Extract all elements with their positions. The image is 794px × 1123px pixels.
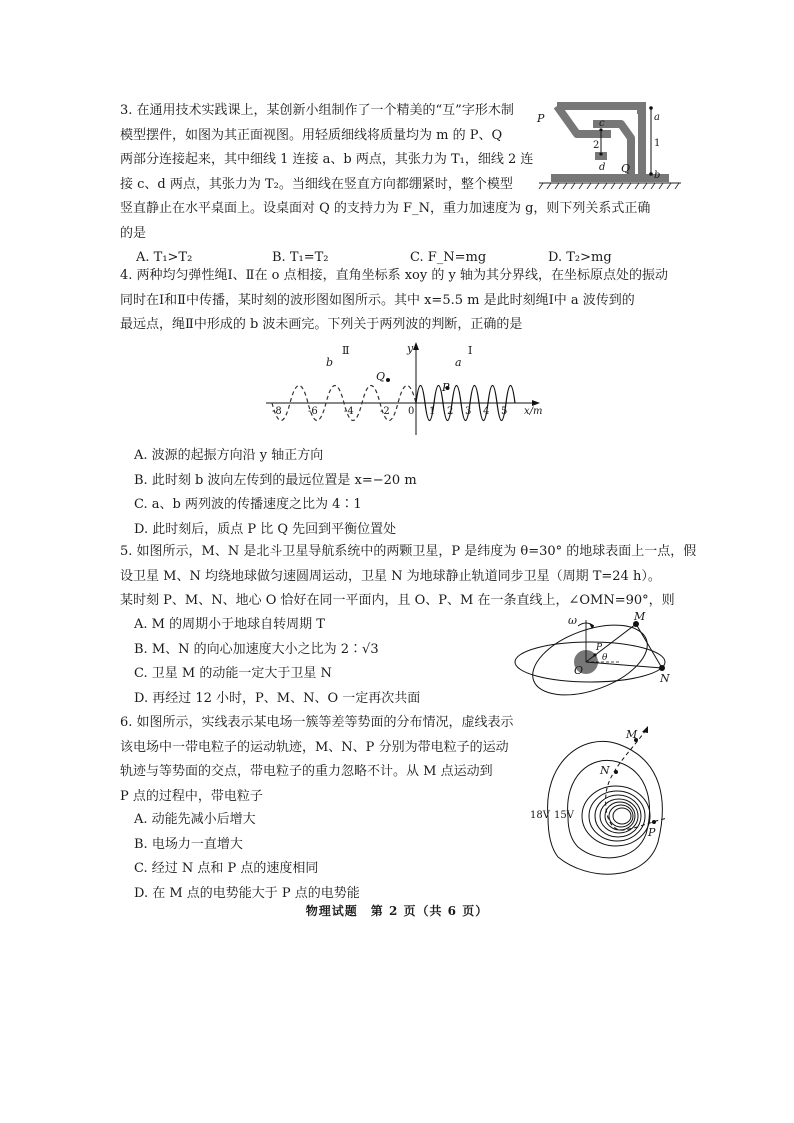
q4-label-b: b (326, 356, 334, 369)
q5-label-n: N (660, 672, 670, 685)
q6-line-3: 轨迹与等势面的交点，带电粒子的重力忽略不计。从 M 点运动到 (120, 764, 493, 779)
q3-label-1: 1 (654, 138, 661, 149)
q5-line-3: 某时刻 P、M、N、地心 O 恰好在同一平面内，且 O、P、M 在一条直线上，∠OMN=90°，则 (120, 593, 675, 608)
q4-tick-2: 2 (447, 406, 454, 417)
q4-xunit: x/m (524, 406, 543, 417)
q5-label-theta: θ (602, 653, 608, 663)
q3-option-d: D. T₂>mg (548, 250, 612, 265)
q4-tick-0: 0 (408, 406, 415, 417)
q4-label-y: y (407, 342, 414, 355)
q3-label-b: b (654, 170, 661, 181)
q4-label-q: Q (376, 370, 386, 383)
q6-option-d: D. 在 M 点的电势能大于 P 点的电势能 (134, 885, 360, 901)
q4-label-rope-i: Ⅰ (468, 344, 473, 357)
q4-tick-4: 4 (483, 406, 490, 417)
q4-label-a: a (455, 356, 462, 369)
q3-option-a: A. T₁>T₂ (136, 250, 193, 265)
q6-label-n: N (600, 764, 610, 777)
q3-option-c: C. F_N=mg (410, 250, 487, 265)
q5-satellite-figure (510, 610, 680, 705)
q4-line-1: 4. 两种均匀弹性绳Ⅰ、Ⅱ在 o 点相接，直角坐标系 xoy 的 y 轴为其分界线，在坐标原点处的振动 (120, 268, 668, 283)
question-5 (120, 540, 696, 614)
q6-line-1: 6. 如图所示，实线表示某电场一簇等差等势面的分布情况，虚线表示 (120, 715, 514, 730)
q6-label-m: M (626, 728, 638, 741)
q5-options (134, 613, 420, 711)
q4-options (134, 444, 417, 542)
q5-label-omega: ω (568, 614, 577, 627)
q5-label-p: P (596, 643, 603, 653)
q5-line-2: 设卫星 M、N 均绕地球做匀速圆周运动，卫星 N 为地球静止轨道同步卫星（周期 T=24 h）。 (120, 568, 661, 584)
q3-label-2: 2 (593, 140, 600, 151)
q4-option-b: B. 此时刻 b 波向左传到的最远位置是 x=−20 m (134, 472, 417, 488)
q6-line-4: P 点的过程中，带电粒子 (120, 788, 263, 804)
q4-tick-3: 3 (465, 406, 472, 417)
q5-option-b: B. M、N 的向心加速度大小之比为 2∶√3 (134, 641, 379, 657)
question-6 (120, 711, 514, 809)
q4-tick-m8: -8 (272, 406, 282, 417)
q6-option-c: C. 经过 N 点和 P 点的速度相同 (134, 861, 319, 876)
question-4 (120, 264, 668, 338)
q4-option-d: D. 此时刻后，质点 P 比 Q 先回到平衡位置处 (134, 521, 397, 537)
q4-line-2: 同时在Ⅰ和Ⅱ中传播，某时刻的波形图如图所示。其中 x=5.5 m 是此时刻绳Ⅰ中 a 波传到的 (120, 292, 635, 308)
q5-option-a: A. M 的周期小于地球自转周期 T (134, 617, 325, 632)
q3-label-d: d (599, 162, 606, 173)
q4-label-rope-ii: Ⅱ (342, 344, 350, 357)
q3-label-c: c (599, 118, 605, 129)
q3-option-b: B. T₁=T₂ (272, 250, 329, 265)
q3-line-2: 模型摆件，如图为其正面视图。用轻质细线将质量均为 m 的 P、Q (120, 127, 503, 143)
q4-option-c: C. a、b 两列波的传播速度之比为 4∶1 (134, 497, 362, 512)
q5-label-m: M (634, 610, 646, 623)
q4-option-a: A. 波源的起振方向沿 y 轴正方向 (134, 448, 324, 463)
q3-line-3: 两部分连接起来，其中细线 1 连接 a、b 两点，其张力为 T₁，细线 2 连 (120, 152, 534, 167)
q6-options (134, 808, 360, 906)
q3-line-1: 3. 在通用技术实践课上，某创新小组制作了一个精美的“互”字形木制 (120, 103, 514, 118)
q6-option-a: A. 动能先减小后增大 (134, 812, 256, 827)
q4-tick-m4: -4 (344, 406, 354, 417)
q6-label-15v: 15V (554, 810, 574, 821)
q3-label-q: Q (621, 162, 631, 175)
q4-wave-figure (262, 340, 552, 440)
q4-line-3: 最远点，绳Ⅱ中形成的 b 波未画完。下列关于两列波的判断，正确的是 (120, 317, 523, 332)
q5-option-c: C. 卫星 M 的动能一定大于卫星 N (134, 666, 332, 681)
q3-label-a: a (654, 112, 660, 123)
q3-line-6: 的是 (120, 225, 147, 241)
q4-tick-m6: -6 (308, 406, 318, 417)
q4-tick-m2: -2 (380, 406, 390, 417)
q6-label-18v: 18V (530, 810, 550, 821)
q6-option-b: B. 电场力一直增大 (134, 836, 243, 852)
q3-line-4: 接 c、d 两点，其张力为 T₂。当细线在竖直方向都绷紧时，整个模型 (120, 176, 513, 192)
q4-tick-1: 1 (429, 406, 436, 417)
q4-tick-5: 5 (501, 406, 508, 417)
q3-line-5: 竖直静止在水平桌面上。设桌面对 Q 的支持力为 F_N，重力加速度为 g，则下列关系式正确 (120, 201, 651, 216)
q5-line-1: 5. 如图所示，M、N 是北斗卫星导航系统中的两颗卫星，P 是纬度为 θ=30° 的地球表面上一点，假 (120, 544, 697, 559)
q6-line-2: 该电场中一带电粒子的运动轨迹，M、N、P 分别为带电粒子的运动 (120, 739, 509, 755)
q6-label-p: P (648, 826, 656, 839)
q4-label-p: P (442, 381, 450, 394)
q5-option-d: D. 再经过 12 小时，P、M、N、O 一定再次共面 (134, 690, 421, 706)
page-footer: 物理试题 第 2 页（共 6 页） (305, 904, 489, 918)
q5-label-o: O (574, 664, 584, 677)
q3-label-p: P (537, 112, 545, 125)
q3-wooden-model-figure (535, 96, 685, 192)
q6-equipotential-figure (528, 722, 678, 887)
